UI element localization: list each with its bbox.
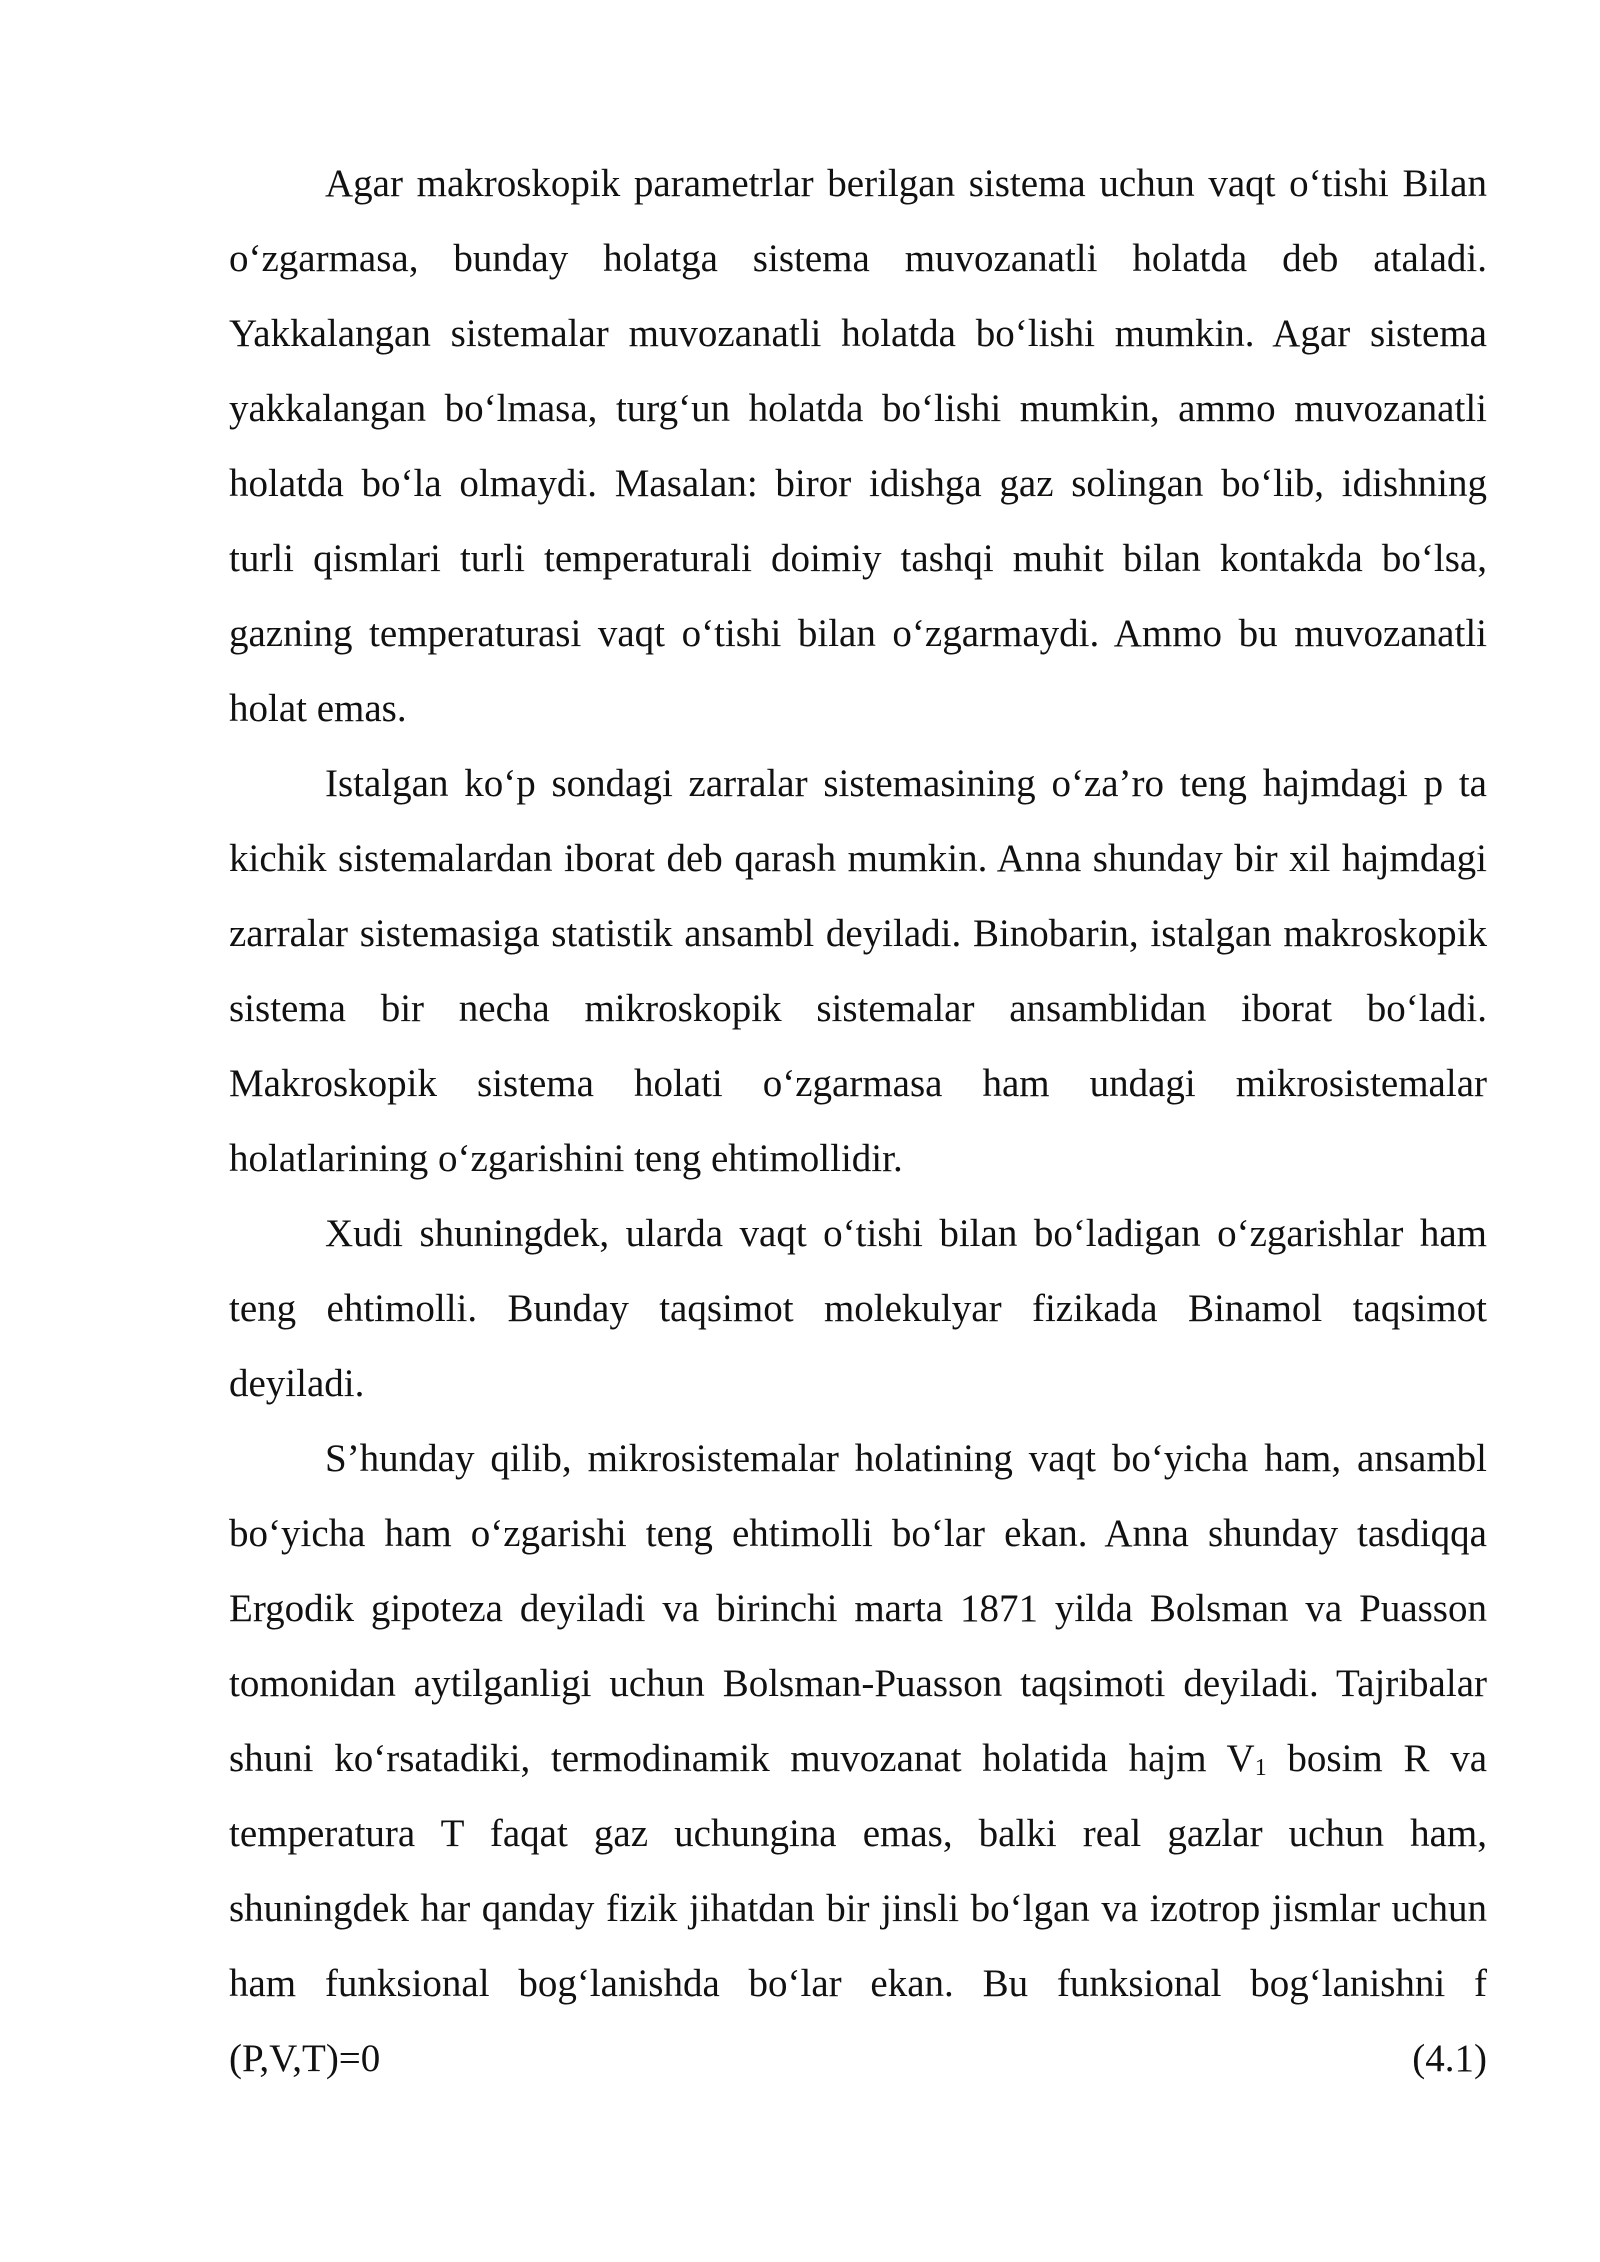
- paragraph-4-text-after: bosim R va temperatura T faqat gaz uchungina emas, balki real gazlar uchun ham, shuningdek har qanday fizik jihatdan bir jinsli bo‘lgan va izotrop jismlar uchun ham funksional bog‘lanishda bo‘lar ekan. Bu funksional bog‘lanishni f (P,V,T)=0 (4.1): [229, 1737, 1487, 2080]
- volume-subscript: 1: [1254, 1755, 1267, 1781]
- paragraph-4-text-before: S’hunday qilib, mikrosistemalar holatining vaqt bo‘yicha ham, ansambl bo‘yicha ham o‘zgarishi teng ehtimolli bo‘lar ekan. Anna shunday tasdiqqa Ergodik gipoteza deyiladi va birinchi marta 1871 yilda Bolsman va Puasson tomonidan aytilganligi uchun Bolsman-Puasson taqsimoti deyiladi. Tajribalar shuni ko‘rsatadiki, termodinamik muvozanat holatida hajm V: [229, 1437, 1487, 1780]
- paragraph-4: [229, 1421, 1487, 2096]
- paragraph-3: Xudi shuningdek, ularda vaqt o‘tishi bilan bo‘ladigan o‘zgarishlar ham teng ehtimolli. Bunday taqsimot molekulyar fizikada Binamol taqsimot deyiladi.: [229, 1212, 1487, 1405]
- body-text: [229, 146, 1487, 2096]
- paragraph-2: Istalgan ko‘p sondagi zarralar sistemasining o‘za’ro teng hajmdagi p ta kichik sistemalardan iborat deb qarash mumkin. Anna shunday bir xil hajmdagi zarralar sistemasiga statistik ansambl deyiladi. Binobarin, istalgan makroskopik sistema bir necha mikroskopik sistemalar ansamblidan iborat bo‘ladi. Makroskopik sistema holati o‘zgarmasa ham undagi mikrosistemalar holatlarining o‘zgarishini teng ehtimollidir.: [229, 762, 1487, 1180]
- paragraph-1: Agar makroskopik parametrlar berilgan sistema uchun vaqt o‘tishi Bilan o‘zgarmasa, bunday holatga sistema muvozanatli holatda deb ataladi. Yakkalangan sistemalar muvozanatli holatda bo‘lishi mumkin. Agar sistema yakkalangan bo‘lmasa, turg‘un holatda bo‘lishi mumkin, ammo muvozanatli holatda bo‘la olmaydi. Masalan: biror idishga gaz solingan bo‘lib, idishning turli qismlari turli temperaturali doimiy tashqi muhit bilan kontakda bo‘lsa, gazning temperaturasi vaqt o‘tishi bilan o‘zgarmaydi. Ammo bu muvozanatli holat emas.: [229, 162, 1487, 730]
